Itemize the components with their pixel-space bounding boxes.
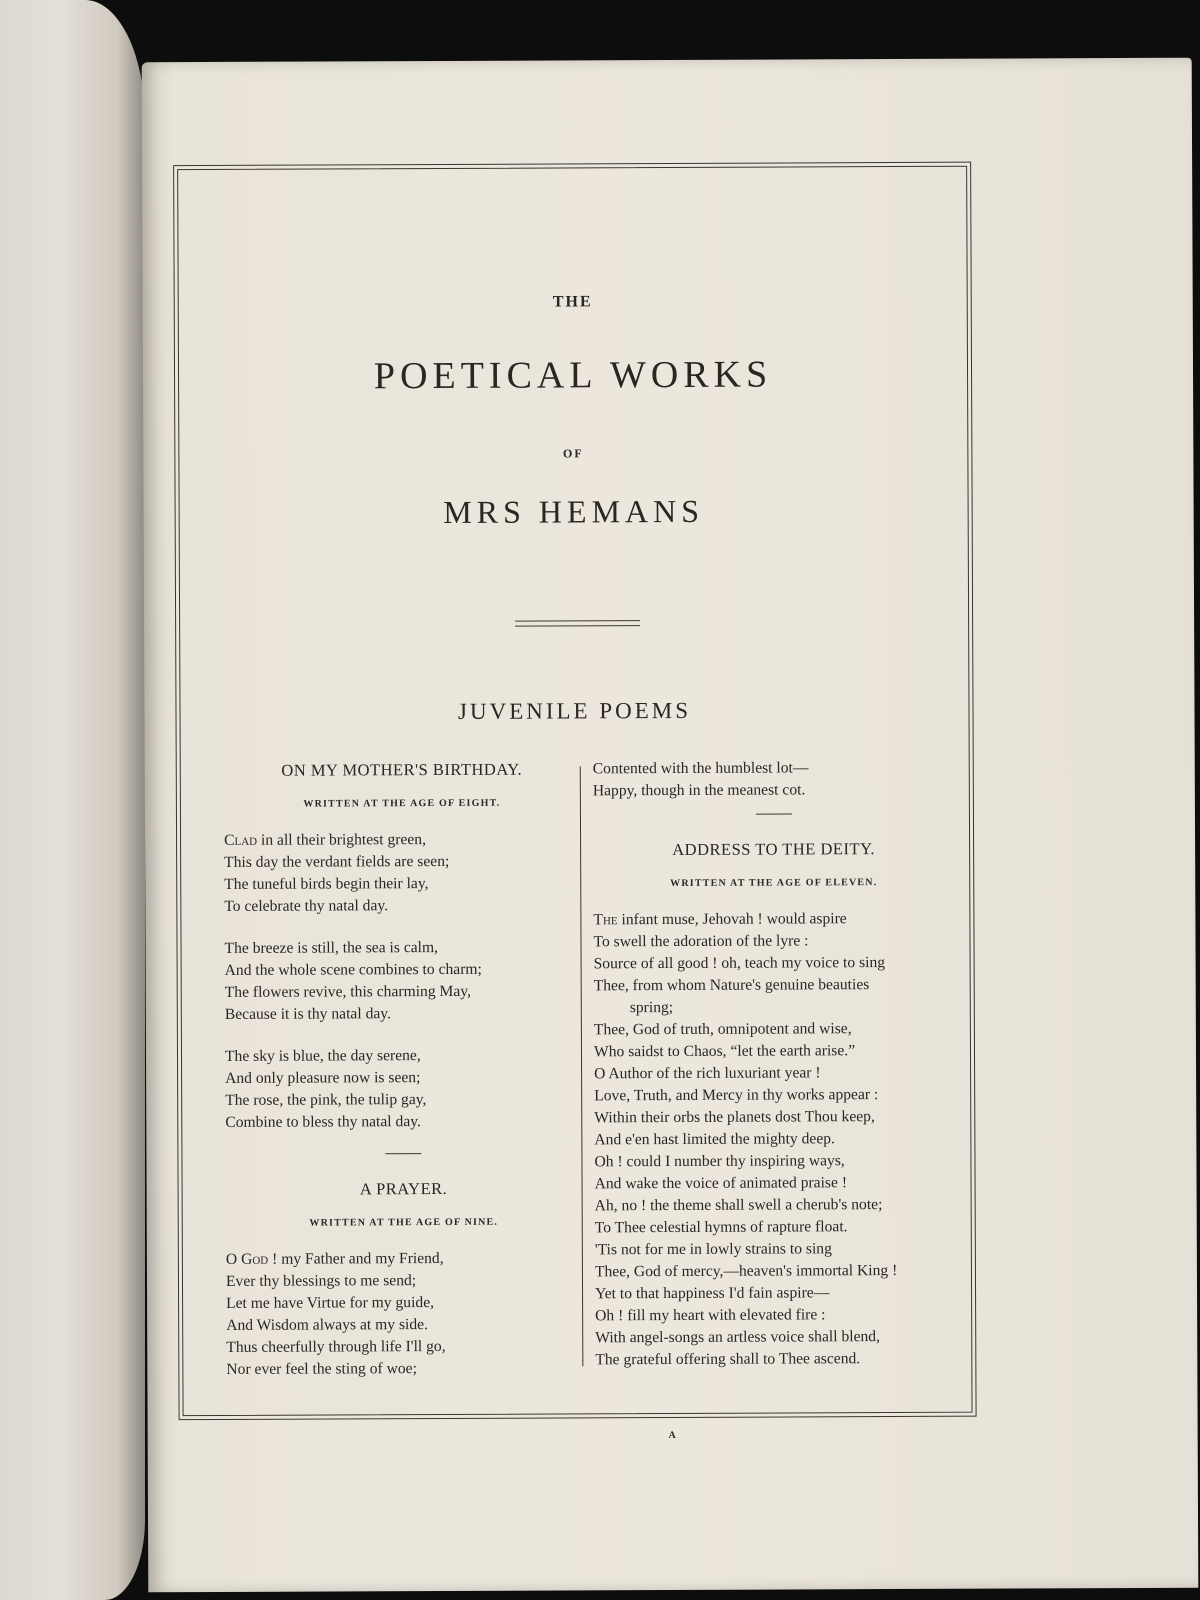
poem-note-prayer: WRITTEN AT THE AGE OF NINE.: [309, 1216, 499, 1229]
poem-line: And wake the voice of animated praise !: [594, 1174, 848, 1193]
stanza: [591, 908, 958, 1372]
drop-word: The: [593, 911, 618, 929]
poem-line: The flowers revive, this charming May,: [224, 982, 472, 1001]
book-title: POETICAL WORKS: [373, 353, 773, 398]
signature-mark: A: [668, 1429, 677, 1442]
poem-note-birthday: WRITTEN AT THE AGE OF EIGHT.: [303, 797, 501, 810]
left-column: [221, 758, 586, 1401]
poem-line: Oh ! fill my heart with elevated fire :: [595, 1306, 826, 1325]
poem-line: To swell the adoration of the lyre :: [593, 932, 809, 951]
drop-word: O God: [225, 1250, 269, 1268]
title-double-rule: [515, 620, 640, 627]
section-heading: JUVENILE POEMS: [457, 697, 692, 724]
stanza: [221, 936, 583, 1026]
poem-title-deity: ADDRESS TO THE DEITY.: [672, 839, 876, 859]
poem-note-deity: WRITTEN AT THE AGE OF ELEVEN.: [670, 877, 878, 889]
poem-line: Yet to that happiness I'd fain aspire—: [595, 1284, 830, 1303]
poem-line: Within their orbs the planets dost Thou keep,: [594, 1108, 875, 1127]
poem-line: The rose, the pink, the tulip gay,: [225, 1091, 427, 1109]
poem-line: Thee, from whom Nature's genuine beauties: [593, 976, 870, 995]
poem-line: Let me have Virtue for my guide,: [226, 1294, 435, 1312]
poem-line: Combine to bless thy natal day.: [225, 1113, 421, 1131]
poem-line: spring;: [629, 998, 674, 1017]
poem-line: And only pleasure now is seen;: [225, 1069, 421, 1087]
facing-page-edge: [0, 0, 145, 1600]
poem-title-birthday: ON MY MOTHER'S BIRTHDAY.: [281, 759, 523, 780]
poem-line: With angel-songs an artless voice shall blend,: [595, 1328, 881, 1347]
poem-line: O God ! my Father and my Friend,: [225, 1249, 444, 1268]
right-column: [591, 757, 959, 1392]
poem-line: Oh ! could I number thy inspiring ways,: [594, 1152, 845, 1171]
poem-line: Source of all good ! oh, teach my voice to sing: [593, 954, 886, 973]
poem-line: Happy, though in the meanest cot.: [592, 781, 806, 800]
book-page: [142, 58, 1199, 1593]
poem-line: Who saidst to Chaos, “let the earth arise.”: [593, 1042, 856, 1061]
poem-line: O Author of the rich luxuriant year !: [594, 1064, 821, 1083]
poem-line: Ever thy blessings to me send;: [225, 1272, 417, 1290]
poem-title-prayer: A PRAYER.: [359, 1178, 448, 1199]
poem-line: Love, Truth, and Mercy in thy works appear :: [594, 1086, 879, 1105]
poem-line: The infant muse, Jehovah ! would aspire: [593, 910, 847, 929]
drop-word: Clad: [224, 831, 258, 849]
poem-line: And the whole scene combines to charm;: [224, 960, 482, 979]
poem-line: Contented with the humblest lot—: [592, 759, 809, 778]
poem-line: Because it is thy natal day.: [224, 1005, 391, 1023]
poem-line: The grateful offering shall to Thee ascend.: [595, 1350, 861, 1369]
poem-line: Thus cheerfully through life I'll go,: [226, 1337, 446, 1356]
poem-line: Thee, God of truth, omnipotent and wise,: [593, 1020, 852, 1039]
poem-line: Thee, God of mercy,—heaven's immortal King !: [594, 1262, 898, 1281]
stanza: [591, 757, 956, 803]
poem-line: And Wisdom always at my side.: [226, 1316, 429, 1334]
stanza: [222, 1044, 584, 1134]
author-name: MRS HEMANS: [443, 492, 705, 530]
poem-line: And e'en hast limited the mighty deep.: [594, 1130, 835, 1149]
page-frame: [177, 166, 972, 1416]
poem-line: Ah, no ! the theme shall swell a cherub's note;: [594, 1196, 883, 1215]
poem-line: 'Tis not for me in lowly strains to sing: [594, 1240, 832, 1259]
poem-line: To celebrate thy natal day.: [224, 897, 389, 915]
poem-line: The sky is blue, the day serene,: [224, 1047, 421, 1065]
poem-line: To Thee celestial hymns of rapture float.: [594, 1218, 848, 1237]
title-of: OF: [563, 446, 584, 461]
poem-line: The breeze is still, the sea is calm,: [224, 939, 439, 957]
stanza: [221, 828, 583, 918]
poem-separator: [755, 813, 791, 814]
stanza: [223, 1247, 586, 1381]
poem-separator: [385, 1153, 421, 1154]
poem-line: Clad in all their brightest green,: [224, 831, 427, 849]
poem-line: This day the verdant fields are seen;: [224, 852, 450, 871]
title-the: THE: [552, 293, 593, 311]
poem-line: The tuneful birds begin their lay,: [224, 875, 429, 893]
poem-line: Nor ever feel the sting of woe;: [226, 1360, 417, 1378]
